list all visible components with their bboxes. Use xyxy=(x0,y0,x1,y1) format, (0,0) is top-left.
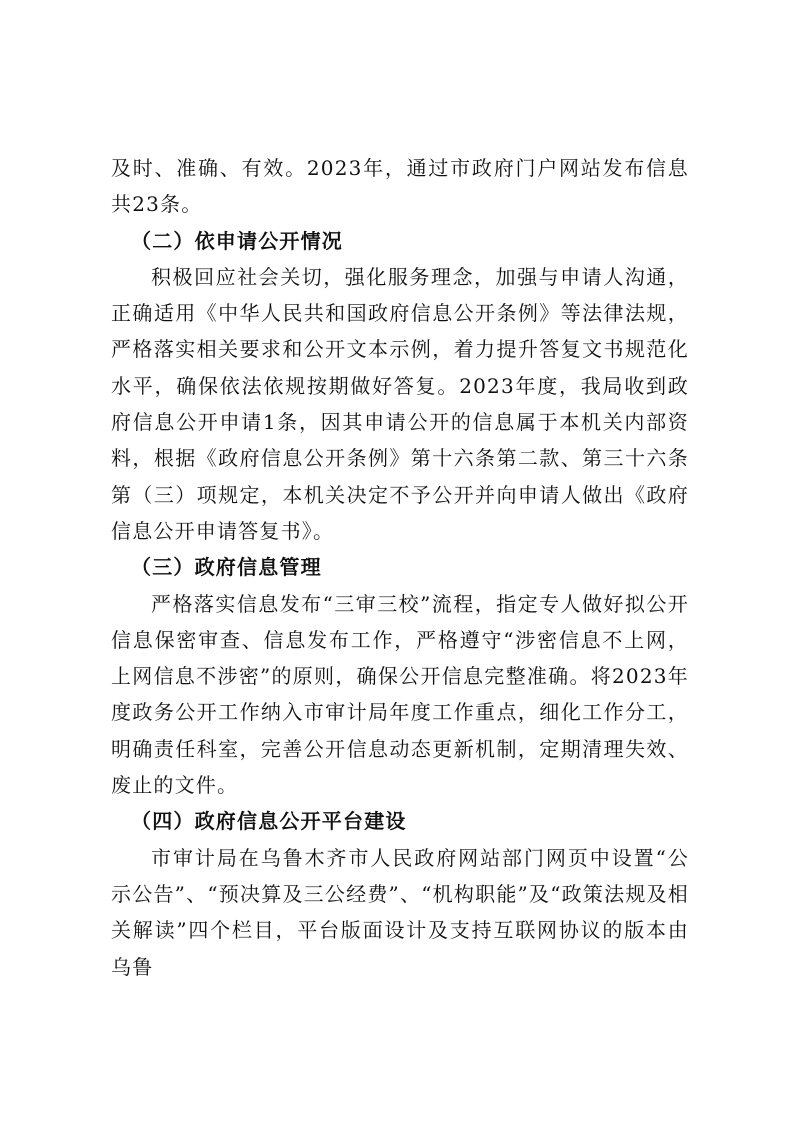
heading-application-disclosure: （二）依申请公开情况 xyxy=(131,228,343,253)
paragraph-platform-construction: 市审计局在乌鲁木齐市人民政府网站部门网页中设置“公示公告”、“预决算及三公经费”、“机构职能”及“政策法规及相关解读”四个栏目，平台版面设计及支持互联网协议的版本由乌鲁 xyxy=(111,845,689,979)
paragraph-intro: 及时、准确、有效。2023年，通过市政府门户网站发布信息共23条。 xyxy=(111,156,689,217)
heading-platform-construction: （四）政府信息公开平台建设 xyxy=(131,809,407,834)
paragraph-application-disclosure: 积极回应社会关切，强化服务理念，加强与申请人沟通，正确适用《中华人民共和国政府信息公开条例》等法律法规，严格落实相关要求和公开文本示例，着力提升答复文书规范化水平，确保依法依规按期做好答复。2023年度，我局收到政府信息公开申请1条，因其申请公开的信息属于本机关内部资料，根据《政府信息公开条例》第十六条第二款、第三十六条第（三）项规定，本机关决定不予公开并向申请人做出《政府信息公开申请答复书》。 xyxy=(111,264,689,543)
document-body xyxy=(111,150,689,985)
heading-information-management: （三）政府信息管理 xyxy=(131,555,322,580)
paragraph-information-management: 严格落实信息发布“三审三校”流程，指定专人做好拟公开信息保密审查、信息发布工作，严格遵守“涉密信息不上网，上网信息不涉密”的原则，确保公开信息完整准确。将2023年度政务公开工作纳入市审计局年度工作重点，细化工作分工，明确责任科室，完善公开信息动态更新机制，定期清理失效、废止的文件。 xyxy=(111,591,689,798)
